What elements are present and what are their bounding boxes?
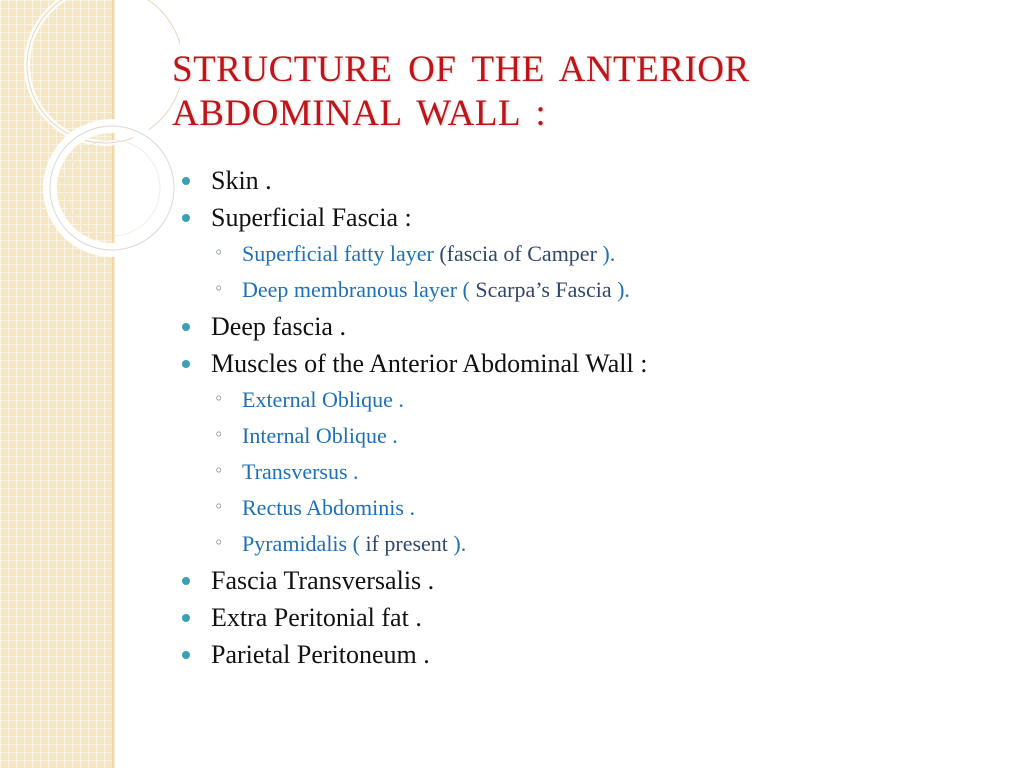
hollow-bullet-icon: ◦ [214, 533, 224, 552]
list-item [182, 162, 982, 199]
sub-list-item [182, 526, 982, 562]
sub-list-item [182, 382, 982, 418]
item-text: Parietal Peritoneum . [211, 640, 430, 669]
hollow-bullet-icon: ◦ [214, 389, 224, 408]
sub-item-paren-text: (fascia of Camper [439, 241, 603, 266]
hollow-bullet-icon: ◦ [214, 425, 224, 444]
bullet-dot-icon [182, 651, 190, 659]
bullet-dot-icon [182, 177, 190, 185]
sub-item-text: External Oblique . [242, 387, 404, 412]
bullet-dot-icon [182, 360, 190, 368]
title-line-1: STRUCTURE OF THE ANTERIOR [172, 49, 750, 90]
list-item [182, 308, 982, 345]
sub-item-text: Internal Oblique . [242, 423, 398, 448]
hollow-bullet-icon: ◦ [214, 497, 224, 516]
item-text: Superficial Fascia : [211, 203, 412, 232]
sub-item-tail: ). [617, 277, 630, 302]
list-item [182, 562, 982, 599]
bullet-list [182, 162, 982, 673]
sub-item-text: Superficial fatty layer [242, 241, 440, 266]
title-line-2: ABDOMINAL WALL : [172, 93, 547, 134]
hollow-bullet-icon: ◦ [214, 461, 224, 480]
slide-title [172, 48, 872, 136]
sub-list-item [182, 236, 982, 272]
item-text: Muscles of the Anterior Abdominal Wall : [211, 349, 648, 378]
item-text: Deep fascia . [211, 312, 346, 341]
list-item [182, 599, 982, 636]
sub-item-text: Transversus . [242, 459, 359, 484]
sub-item-text: Rectus Abdominis . [242, 495, 415, 520]
list-item [182, 345, 982, 382]
sub-list-item [182, 418, 982, 454]
sub-list-item [182, 272, 982, 308]
sub-item-text: Deep membranous layer ( [242, 277, 476, 302]
hollow-bullet-icon: ◦ [214, 279, 224, 298]
sub-item-tail: ). [453, 531, 467, 556]
list-item [182, 199, 982, 236]
sub-list-item [182, 490, 982, 526]
item-text: Extra Peritonial fat . [211, 603, 422, 632]
sub-item-paren-text: if present [365, 531, 454, 556]
item-text: Fascia Transversalis . [211, 566, 435, 595]
bullet-dot-icon [182, 577, 190, 585]
sub-item-tail: ). [602, 241, 616, 266]
item-text: Skin . [211, 166, 272, 195]
bullet-dot-icon [182, 214, 190, 222]
bullet-dot-icon [182, 614, 190, 622]
list-item [182, 636, 982, 673]
hollow-bullet-icon: ◦ [214, 243, 224, 262]
bullet-dot-icon [182, 323, 190, 331]
decorative-rings [0, 0, 180, 260]
sub-list-item [182, 454, 982, 490]
sub-item-text: Pyramidalis ( [242, 531, 366, 556]
sub-item-paren-text: Scarpa’s Fascia [475, 277, 618, 302]
